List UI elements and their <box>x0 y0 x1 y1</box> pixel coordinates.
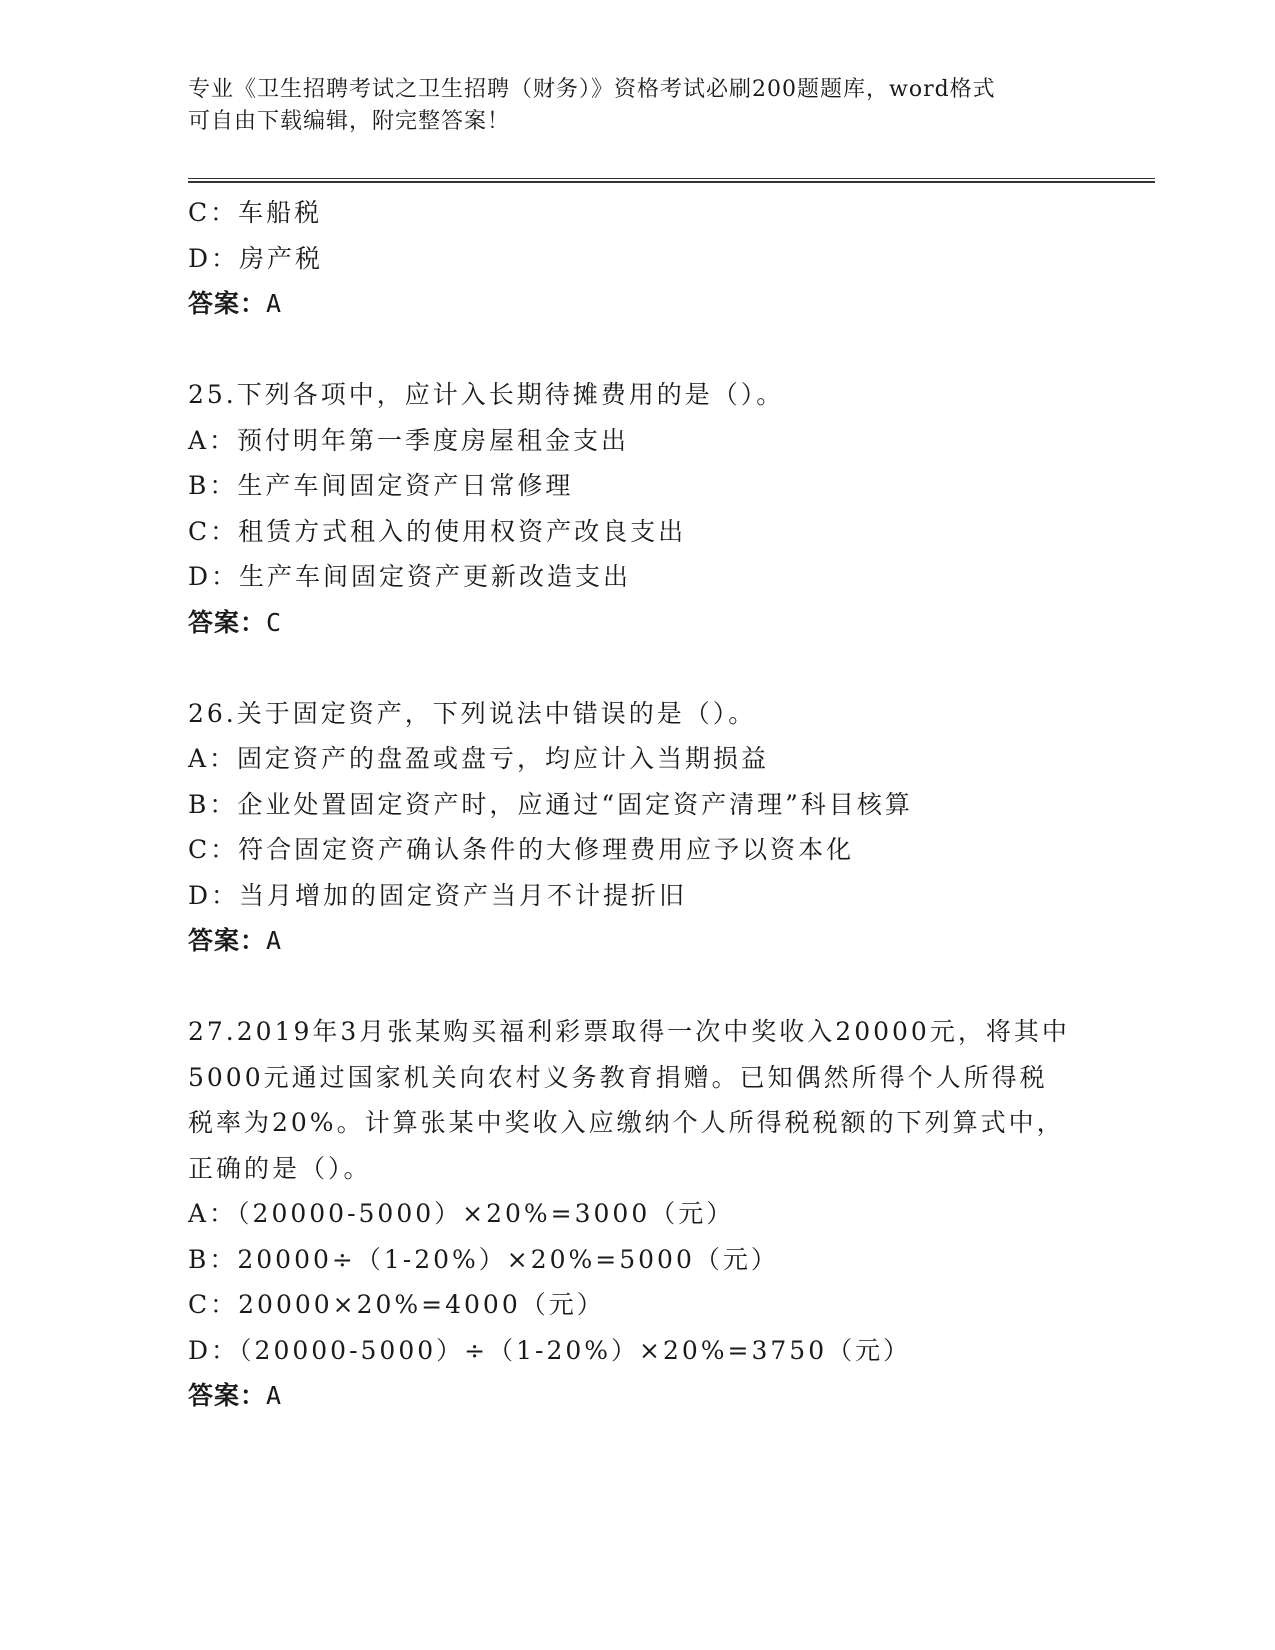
option-d: D：当月增加的固定资产当月不计提折旧 <box>188 880 688 910</box>
answer-line <box>188 281 1088 327</box>
answer-line <box>188 1373 1088 1419</box>
option-c: C：租赁方式租入的使用权资产改良支出 <box>188 516 687 546</box>
spacer <box>188 964 1088 1010</box>
question-list <box>188 190 1088 1419</box>
answer-label: 答案： <box>188 289 267 318</box>
header-divider <box>188 178 1155 183</box>
question-25 <box>188 372 1088 645</box>
answer-value: A <box>266 1381 283 1410</box>
option-a: A：预付明年第一季度房屋租金支出 <box>188 425 630 455</box>
answer-line <box>188 918 1088 964</box>
option-b: B：20000÷（1-20%）×20%=5000（元） <box>188 1244 779 1274</box>
question-stem-line-4: 正确的是（）。 <box>188 1153 372 1183</box>
question-stem-line-1: 27.2019年3月张某购买福利彩票取得一次中奖收入20000元，将其中 <box>188 1017 1070 1046</box>
question-stem-line-3: 税率为20%。计算张某中奖收入应缴纳个人所得税税额的下列算式中， <box>188 1108 1065 1137</box>
spacer <box>188 645 1088 691</box>
question-stem: 25.下列各项中，应计入长期待摊费用的是（）。 <box>188 380 785 409</box>
header-title-line-2: 可自由下载编辑，附完整答案！ <box>188 109 511 134</box>
answer-label: 答案： <box>188 1381 267 1410</box>
question-26 <box>188 691 1088 964</box>
question-stem-line-2: 5000元通过国家机关向农村义务教育捐赠。已知偶然所得个人所得税 <box>188 1062 1048 1092</box>
question-24-tail <box>188 190 1088 327</box>
document-header <box>188 74 1088 138</box>
answer-label: 答案： <box>188 607 267 637</box>
option-b: B：企业处置固定资产时，应通过“固定资产清理”科目核算 <box>188 789 913 819</box>
option-c: C：20000×20%=4000（元） <box>188 1290 605 1319</box>
question-27 <box>188 1009 1088 1419</box>
answer-label: 答案： <box>188 926 267 955</box>
answer-value: C <box>266 607 283 637</box>
option-d: D：（20000-5000）÷（1-20%）×20%=3750（元） <box>188 1335 912 1365</box>
answer-line <box>188 600 1088 646</box>
option-c: C：车船税 <box>188 198 323 227</box>
option-d: D：生产车间固定资产更新改造支出 <box>188 562 632 591</box>
option-a: A：固定资产的盘盈或盘亏，均应计入当期损益 <box>188 744 770 773</box>
option-c: C：符合固定资产确认条件的大修理费用应予以资本化 <box>188 835 855 864</box>
question-stem: 26.关于固定资产，下列说法中错误的是（）。 <box>188 698 757 728</box>
spacer <box>188 327 1088 373</box>
answer-value: A <box>266 926 283 955</box>
answer-value: A <box>266 289 283 318</box>
option-d: D：房产税 <box>188 243 324 273</box>
option-a: A：（20000-5000）×20%=3000（元） <box>188 1199 735 1228</box>
option-b: B：生产车间固定资产日常修理 <box>188 471 574 500</box>
header-title-line-1: 专业《卫生招聘考试之卫生招聘（财务）》资格考试必刷200题题库，word格式 <box>188 77 996 102</box>
